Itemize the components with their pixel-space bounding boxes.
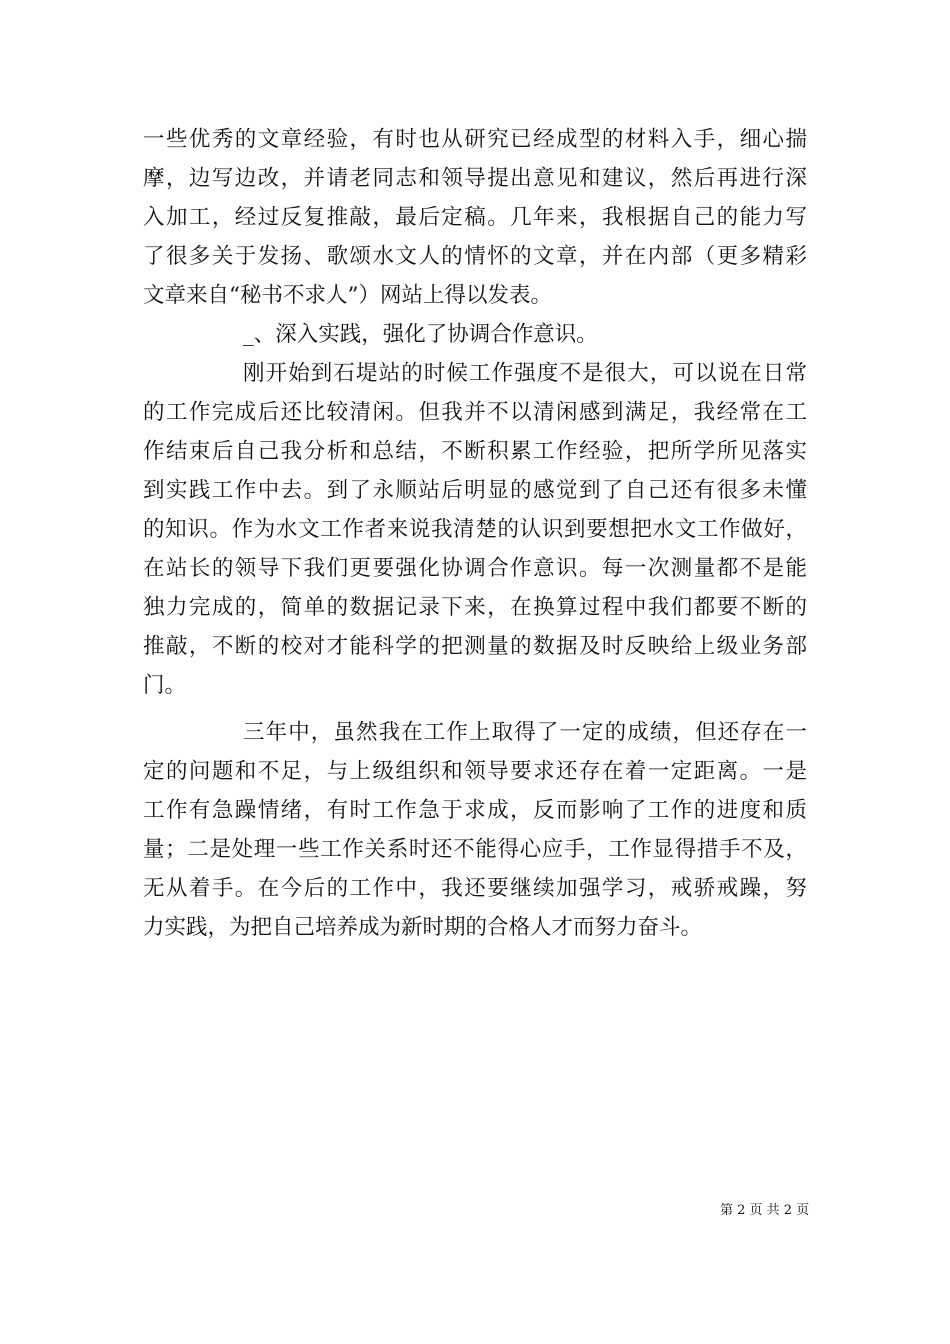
text-line: 量；二是处理一些工作关系时还不能得心应手，工作显得措手不及， (143, 837, 807, 862)
text-line: 三年中，虽然我在工作上取得了一定的成绩，但还存在一 (243, 720, 807, 745)
text-line: 工作有急躁情绪，有时工作急于求成，反而影响了工作的进度和质 (143, 798, 807, 823)
page-number: 第 2 页 共 2 页 (720, 1203, 810, 1218)
text-line: 在站长的领导下我们更要强化协调合作意识。每一次测量都不是能 (143, 556, 807, 581)
text-line: 力实践，为把自己培养成为新时期的合格人才而努力奋斗。 (143, 915, 703, 940)
paragraph-2 (143, 354, 807, 705)
paragraph-3 (143, 713, 807, 947)
text-line: 入加工，经过反复推敲，最后定稿。几年来，我根据自己的能力写 (143, 205, 807, 230)
text-line: 推敲，不断的校对才能科学的把测量的数据及时反映给上级业务部 (143, 634, 807, 659)
text-line: 文章来自“秘书不求人”）网站上得以发表。 (143, 283, 552, 308)
text-line: 作结束后自己我分析和总结，不断积累工作经验，把所学所见落实 (143, 439, 807, 464)
text-line: 到实践工作中去。到了永顺站后明显的感觉到了自己还有很多未懂 (143, 478, 807, 503)
text-line: 一些优秀的文章经验，有时也从研究已经成型的材料入手，细心揣 (143, 127, 807, 152)
paragraph-spacer (143, 705, 807, 713)
text-line: 定的问题和不足，与上级组织和领导要求还存在着一定距离。一是 (143, 759, 807, 784)
section-heading: _、深入实践，强化了协调合作意识。 (243, 322, 598, 347)
text-line: 的知识。作为水文工作者来说我清楚的认识到要想把水文工作做好， (143, 517, 807, 542)
paragraph-1 (143, 120, 807, 315)
text-line: 了很多关于发扬、歌颂水文人的情怀的文章，并在内部（更多精彩 (143, 244, 807, 269)
text-line: 独力完成的，简单的数据记录下来，在换算过程中我们都要不断的 (143, 595, 807, 620)
text-line: 刚开始到石堤站的时候工作强度不是很大，可以说在日常 (243, 361, 807, 386)
text-line: 门。 (143, 673, 187, 698)
document-body (143, 120, 807, 947)
text-line: 的工作完成后还比较清闲。但我并不以清闲感到满足，我经常在工 (143, 400, 807, 425)
text-line: 无从着手。在今后的工作中，我还要继续加强学习，戒骄戒躁，努 (143, 876, 807, 901)
text-line: 摩，边写边改，并请老同志和领导提出意见和建议，然后再进行深 (143, 166, 807, 191)
